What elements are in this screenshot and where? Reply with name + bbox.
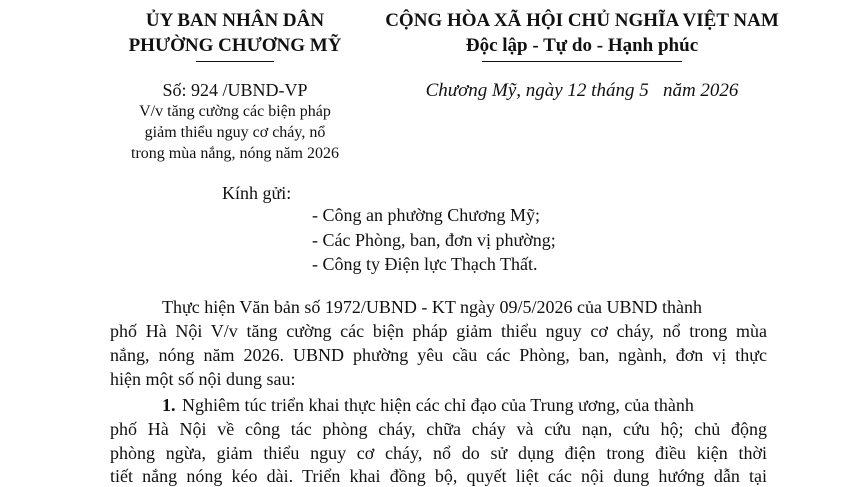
salutation: Kính gửi: (222, 183, 292, 203)
issuer-line-2: PHƯỜNG CHƯƠNG MỸ (128, 35, 342, 56)
subject-line-3: trong mùa nắng, nóng năm 2026 (131, 145, 339, 162)
document-number: Số: 924 /UBND-VP (162, 80, 308, 100)
date-line: Chương Mỹ, ngày 12 tháng 5 năm 2026 (425, 80, 739, 101)
motto-underline (482, 61, 682, 62)
paragraph-1-line-2: phố Hà Nội V/v tăng cường các biện pháp giảm thiểu nguy cơ cháy, nổ trong mùa (110, 321, 767, 341)
recipient-1: - Công an phường Chương Mỹ; (312, 205, 541, 225)
national-motto: Độc lập - Tự do - Hạnh phúc (465, 35, 699, 56)
item-1-number: 1. (162, 395, 176, 415)
item-1-line-2: phố Hà Nội về công tác phòng cháy, chữa cháy và cứu nạn, cứu hộ; chủ động (110, 419, 767, 439)
paragraph-1-line-3: nắng, nóng năm 2026. UBND phường yêu cầu các Phòng, ban, ngành, đơn vị thực (110, 345, 767, 365)
paragraph-1-line-1: Thực hiện Văn bản số 1972/UBND - KT ngày 09/5/2026 của UBND thành (162, 297, 703, 317)
issuer-line-1: ỦY BAN NHÂN DÂN (145, 10, 325, 31)
item-1-line-4: tiết nắng nóng kéo dài. Triển khai đồng bộ, quyết liệt các nội dung hướng dẫn tại (110, 466, 767, 486)
recipient-2: - Các Phòng, ban, đơn vị phường; (312, 230, 556, 250)
recipient-3: - Công ty Điện lực Thạch Thất. (312, 254, 538, 274)
national-title: CỘNG HÒA XÃ HỘI CHỦ NGHĨA VIỆT NAM (385, 10, 779, 31)
issuer-underline (196, 61, 274, 62)
subject-line-2: giảm thiểu nguy cơ cháy, nổ (144, 124, 326, 141)
subject-line-1: V/v tăng cường các biện pháp (139, 103, 331, 120)
item-1-line-1: Nghiêm túc triển khai thực hiện các chỉ đạo của Trung ương, của thành (182, 395, 694, 415)
item-1-line-3: phòng ngừa, giảm thiểu nguy cơ cháy, nổ do sử dụng điện trong điều kiện thời (110, 443, 767, 463)
paragraph-1-line-4: hiện một số nội dung sau: (110, 369, 296, 389)
